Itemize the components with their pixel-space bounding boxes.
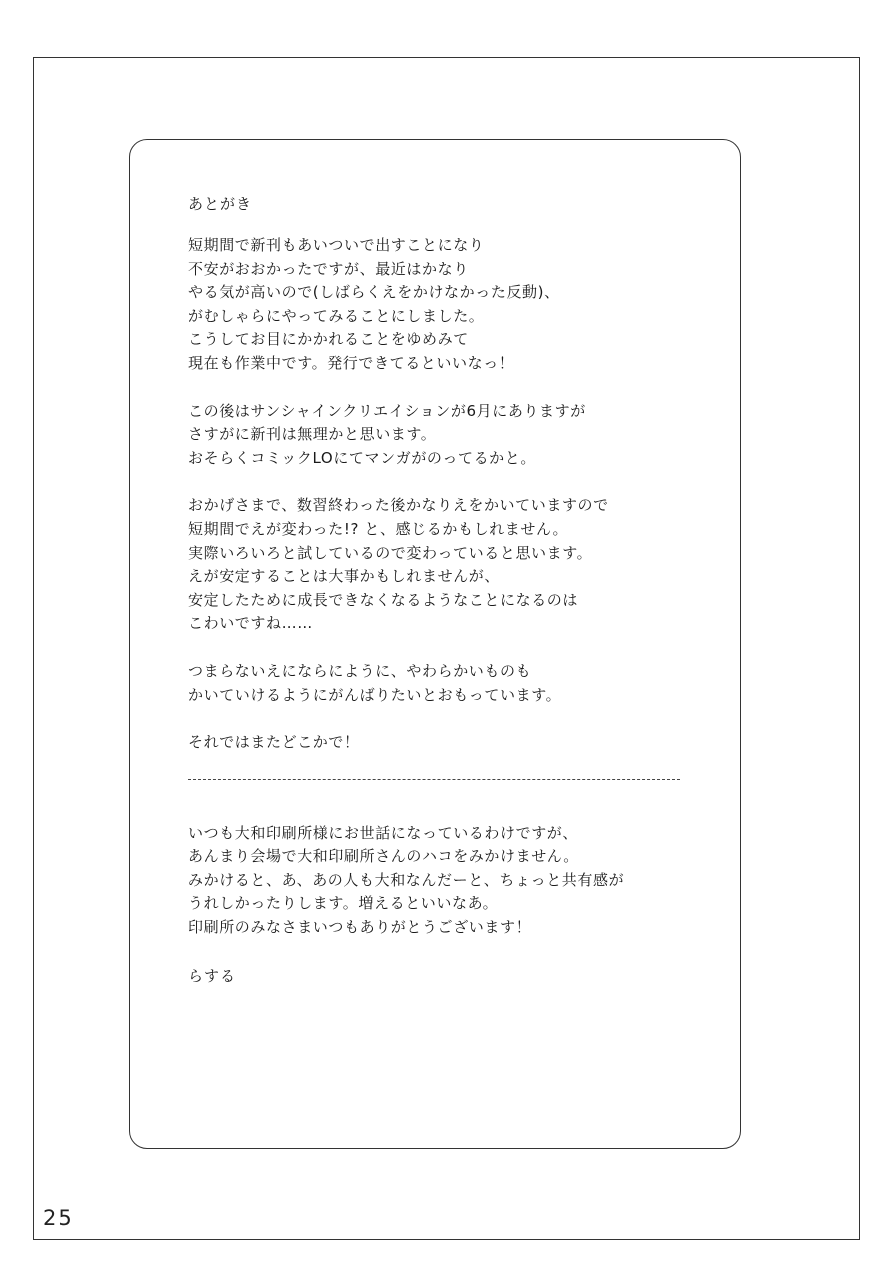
text-line: それではまたどこかで！: [188, 733, 360, 752]
text-line: 現在も作業中です。発行できてるといいなっ！: [188, 353, 515, 372]
text-line: 不安がおおかったですが、最近はかなり: [188, 259, 469, 278]
afterword-content: [188, 192, 728, 988]
paragraph-5: [188, 731, 728, 755]
text-line: 実際いろいろと試しているので変わっていると思います。: [188, 543, 593, 562]
text-line: こうしてお目にかかれることをゆめみて: [188, 330, 469, 349]
text-line: つまらないえにならにように、やわらかいものも: [188, 661, 532, 680]
text-line: あんまり会場で大和印刷所さんのハコをみかけません。: [188, 847, 579, 866]
text-line: この後はサンシャインクリエイションが6月にありますが: [188, 401, 586, 420]
text-line: こわいですね……: [188, 614, 313, 633]
paragraph-3: [188, 494, 728, 636]
text-line: うれしかったりします。増えるといいなあ。: [188, 894, 499, 913]
text-line: いつも大和印刷所様にお世話になっているわけですが、: [188, 823, 579, 842]
text-line: さすがに新刊は無理かと思います。: [188, 425, 437, 444]
author-signature: らする: [188, 966, 237, 985]
paragraph-4: [188, 660, 728, 707]
text-line: おかげさまで、数習終わった後かなりえをかいていますので: [188, 496, 609, 515]
text-line: 短期間でえが変わった!? と、感じるかもしれません。: [188, 519, 569, 538]
text-line: 短期間で新刊もあいついで出すことになり: [188, 236, 485, 254]
text-line: 印刷所のみなさまいつもありがとうございます！: [188, 918, 532, 937]
printer-note: [188, 822, 728, 940]
paragraph-2: [188, 400, 728, 471]
text-line: えが安定することは大事かもしれませんが、: [188, 567, 501, 586]
afterword-heading: あとがき: [188, 195, 253, 213]
text-line: かいていけるようにがんばりたいとおもっています。: [188, 685, 562, 704]
text-line: やる気が高いので(しばらくえをかけなかった反動)、: [188, 283, 560, 302]
dashed-divider: [188, 779, 680, 780]
text-line: がむしゃらにやってみることにしました。: [188, 306, 485, 325]
page-number: 25: [43, 1206, 74, 1230]
paragraph-1: [188, 234, 728, 376]
text-line: みかけると、あ、あの人も大和なんだーと、ちょっと共有感が: [188, 870, 625, 889]
text-line: 安定したために成長できなくなるようなことになるのは: [188, 590, 579, 609]
text-line: おそらくコミックLOにてマンガがのってるかと。: [188, 448, 536, 467]
